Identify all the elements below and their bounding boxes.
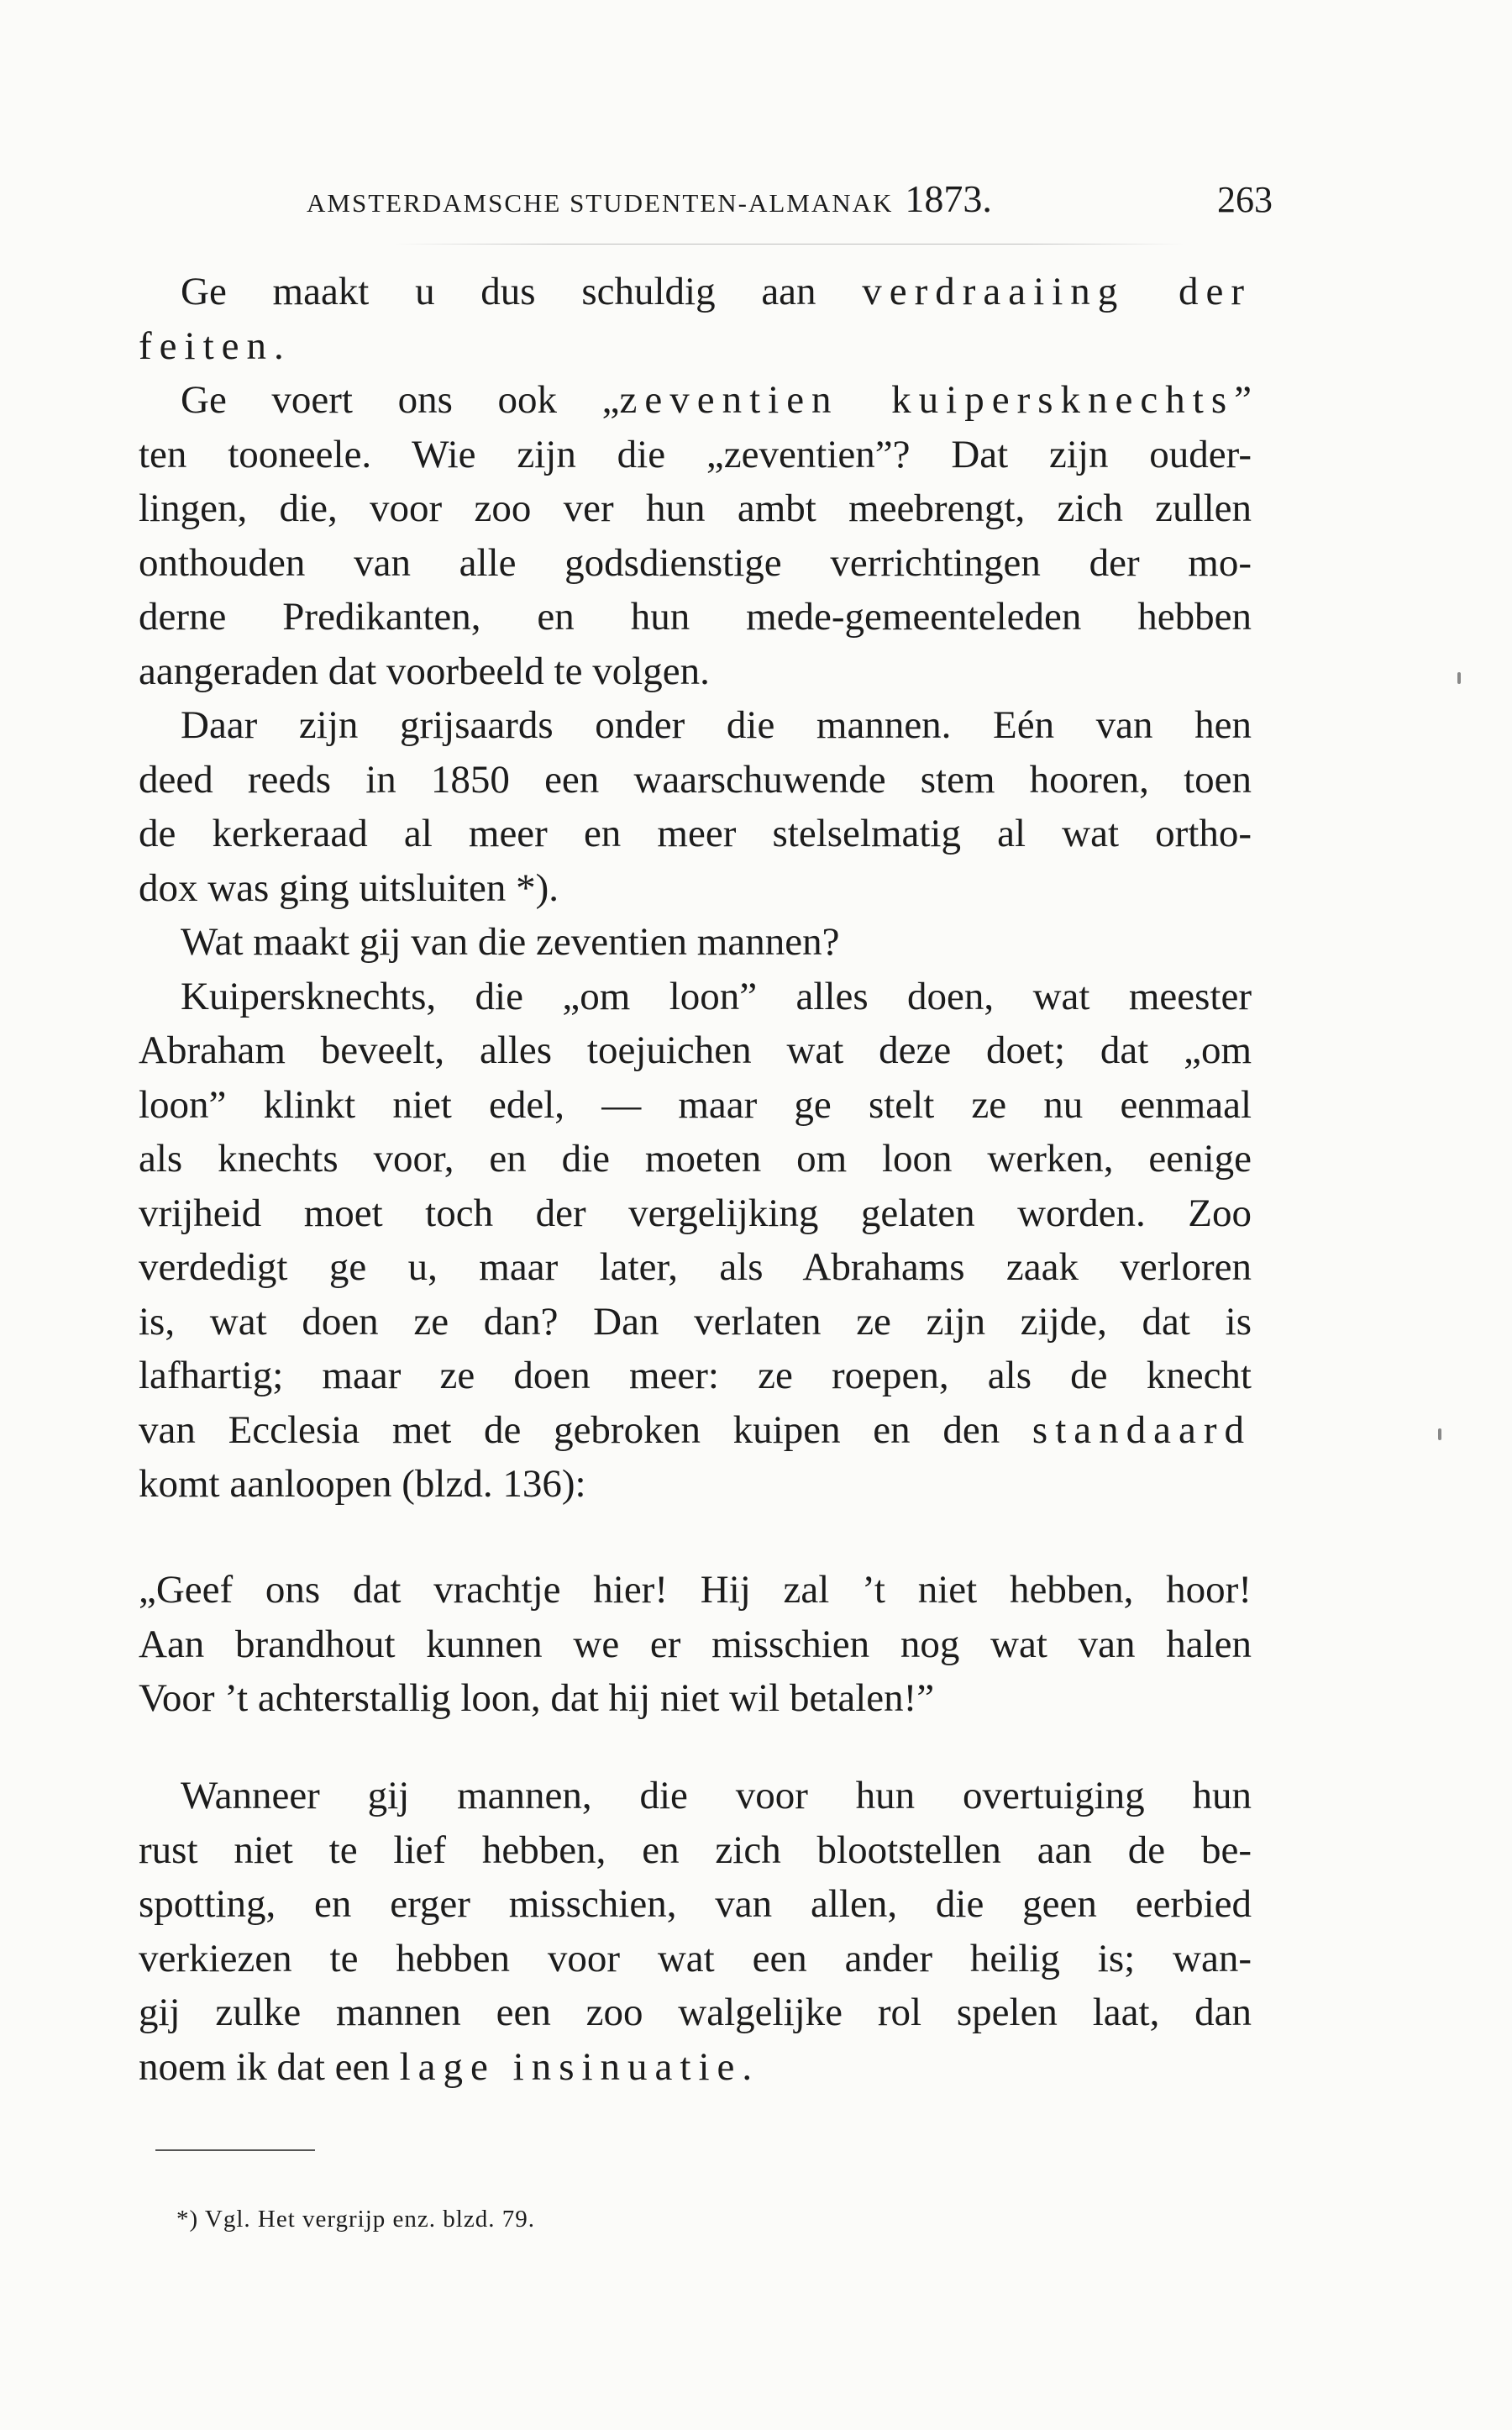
emphasized-text: standaard: [1032, 1407, 1252, 1452]
text-segment: deed reeds in 1850 een waarschuwende stem hooren, toen: [139, 757, 1252, 802]
text-segment: Wat maakt gij van die zeventien mannen?: [181, 920, 840, 964]
text-line: [139, 1295, 1252, 1349]
text-line: [139, 1240, 1252, 1295]
running-head-year: 1873.: [905, 177, 992, 220]
text-segment: verkiezen te hebben voor wat een ander heilig is; wan-: [139, 1936, 1252, 1980]
text-segment: verdedigt ge u, maar later, als Abrahams zaak verloren: [139, 1245, 1252, 1289]
text-segment: van Ecclesia met de gebroken kuipen en den: [139, 1407, 1032, 1452]
text-segment: Ge maakt u dus schuldig aan: [181, 270, 863, 313]
text-line: [139, 1078, 1252, 1133]
page-number: 263: [1217, 179, 1273, 220]
verse-line: „Geef ons dat vrachtje hier! Hij zal ’t niet hebben, hoor!: [139, 1568, 1252, 1612]
text-line: [139, 644, 1252, 699]
text-segment: loon” klinkt niet edel, — maar ge stelt ze nu eenmaal: [139, 1082, 1252, 1127]
header-rule: [395, 244, 1184, 245]
emphasized-text: verdraaiing der: [862, 270, 1252, 313]
text-line: [139, 698, 1252, 753]
text-line: [139, 481, 1252, 536]
text-segment: is, wat doen ze dan? Dan verlaten ze zijn zijde, dat is: [139, 1299, 1252, 1344]
text-line: [139, 753, 1252, 807]
text-line: [139, 970, 1252, 1024]
text-segment: Kuipersknechts, die „om loon” alles doen, wat meester: [181, 974, 1252, 1018]
verse-quotation: [139, 1563, 1252, 1726]
text-segment: onthouden van alle godsdienstige verrichtingen der mo-: [139, 540, 1252, 585]
verse-line: Voor ’t achterstallig loon, dat hij niet wil betalen!”: [139, 1676, 935, 1720]
text-line: [139, 1877, 1252, 1932]
text-line: [139, 1349, 1252, 1403]
text-line: [139, 1403, 1252, 1458]
emphasized-text: lage insinuatie: [399, 2044, 743, 2089]
text-line: [139, 1132, 1252, 1186]
text-line: [139, 373, 1252, 428]
text-segment: lafhartig; maar ze doen meer: ze roepen, als de knecht: [139, 1354, 1252, 1397]
running-head-title: AMSTERDAMSCHE STUDENTEN-ALMANAK: [307, 188, 894, 218]
footnote-rule: [155, 2149, 315, 2151]
text-segment: .: [274, 323, 284, 368]
text-segment: vrijheid moet toch der vergelijking gelaten worden. Zoo: [139, 1191, 1252, 1235]
text-line: [139, 590, 1252, 644]
text-segment: Ge voert ons ook „: [181, 378, 620, 422]
text-segment: als knechts voor, en die moeten om loon werken, eenige: [139, 1137, 1252, 1181]
text-segment: Wanneer gij mannen, die voor hun overtuiging hun: [181, 1774, 1252, 1817]
text-segment: ”: [1234, 378, 1252, 422]
emphasized-text: zeventien kuipersknechts: [619, 378, 1235, 422]
text-line: [139, 1932, 1252, 1986]
text-segment: derne Predikanten, en hun mede-gemeenteleden hebben: [139, 595, 1252, 639]
text-segment: .: [742, 2044, 753, 2089]
running-head-title-group: [307, 176, 992, 221]
text-segment: spotting, en erger misschien, van allen, die geen eerbied: [139, 1882, 1252, 1926]
text-line: [139, 807, 1252, 861]
text-line: [139, 265, 1252, 319]
text-line: [139, 915, 1252, 970]
text-segment: rust niet te lief hebben, en zich blootstellen aan de be-: [139, 1828, 1252, 1872]
emphasized-text: feiten: [139, 323, 274, 368]
text-segment: Abraham beveelt, alles toejuichen wat deze doet; dat „om: [139, 1028, 1252, 1072]
body-text-block-1: [139, 265, 1252, 1512]
text-segment: noem ik dat een: [139, 2044, 400, 2089]
body-text-block-2: [139, 1769, 1252, 2094]
footnote: *) Vgl. Het vergrijp enz. blzd. 79.: [176, 2206, 535, 2233]
text-segment: gij zulke mannen een zoo walgelijke rol spelen laat, dan: [139, 1991, 1252, 2034]
text-line: [139, 319, 1252, 374]
text-segment: dox was ging uitsluiten *).: [139, 865, 559, 910]
text-line: [139, 861, 1252, 916]
text-line: [139, 1186, 1252, 1241]
verse-line: Aan brandhout kunnen we er misschien nog wat van halen: [139, 1622, 1252, 1666]
margin-speck: [1438, 1428, 1441, 1440]
text-line: [139, 1986, 1252, 2040]
text-line: [139, 1769, 1252, 1823]
text-line: [139, 428, 1252, 482]
text-segment: aangeraden dat voorbeeld te volgen.: [139, 649, 710, 693]
running-head: [307, 176, 1273, 227]
text-line: [139, 536, 1252, 591]
text-line: [139, 1457, 1252, 1512]
margin-speck: [1457, 672, 1461, 684]
text-segment: komt aanloopen (blzd. 136):: [139, 1462, 586, 1506]
text-line: [139, 1023, 1252, 1078]
text-line: [139, 1823, 1252, 1878]
text-segment: lingen, die, voor zoo ver hun ambt meebrengt, zich zullen: [139, 487, 1252, 530]
text-segment: de kerkeraad al meer en meer stelselmatig al wat ortho-: [139, 812, 1252, 855]
text-line: [139, 2040, 1252, 2095]
text-segment: Daar zijn grijsaards onder die mannen. Eén van hen: [181, 703, 1252, 747]
text-segment: ten tooneele. Wie zijn die „zeventien”? Dat zijn ouder-: [139, 432, 1252, 476]
